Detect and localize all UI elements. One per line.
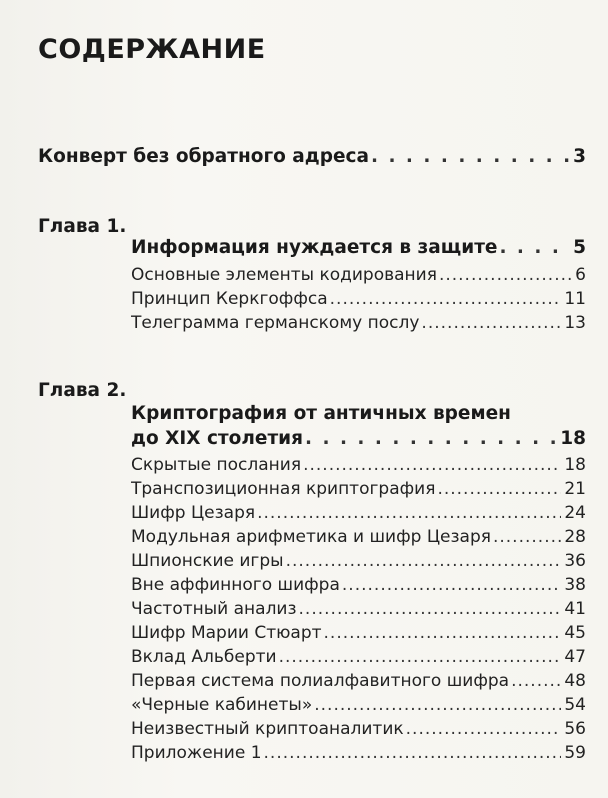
toc-entry-title: до XIX столетия (131, 428, 304, 449)
toc-entry-page: 38 (564, 575, 586, 595)
toc-entry-title: Телеграмма германскому послу (131, 313, 420, 333)
dot-leader (421, 313, 561, 333)
toc-entry-title: Вклад Альберти (131, 647, 277, 667)
toc-entry-title: Шифр Марии Стюарт (131, 623, 322, 643)
dot-leader (286, 551, 562, 571)
toc-entry-page: 21 (564, 479, 586, 499)
toc-entry-page: 56 (564, 719, 586, 739)
dot-leader (437, 479, 561, 499)
toc-entry (131, 265, 586, 285)
toc-entry (131, 743, 586, 763)
toc-entry-title: «Черные кабинеты» (131, 695, 313, 715)
toc-entry-title: Частотный анализ (131, 599, 297, 619)
toc-entry-preface (38, 146, 586, 167)
toc-entry (131, 479, 586, 499)
dot-leader (257, 503, 561, 523)
toc-entry-page: 6 (575, 265, 586, 285)
dot-leader (299, 599, 562, 619)
toc-entry-page: 28 (564, 527, 586, 547)
page-title: СОДЕРЖАНИЕ (38, 34, 266, 65)
toc-entry-title: Приложение 1 (131, 743, 262, 763)
toc-entry-page: 45 (564, 623, 586, 643)
toc-entry-page: 59 (564, 743, 586, 763)
toc-entry (131, 503, 586, 523)
toc-entry-page: 36 (564, 551, 586, 571)
toc-entry-page: 18 (564, 455, 586, 475)
toc-entry-title: Шифр Цезаря (131, 503, 256, 523)
toc-entry-page: 24 (564, 503, 586, 523)
toc-entry-title: Вне аффинного шифра (131, 575, 340, 595)
dot-leader (499, 237, 570, 258)
toc-entry-chapter-2 (131, 428, 586, 449)
dot-leader (324, 623, 562, 643)
toc-entry (131, 647, 586, 667)
chapter-2-label: Глава 2. (38, 380, 127, 401)
toc-entry (131, 455, 586, 475)
chapter-2-title-line-1: Криптография от античных времен (131, 403, 511, 424)
toc-entry-title: Первая система полиалфавитного шифра (131, 671, 510, 691)
toc-entry-page: 18 (560, 428, 586, 449)
dot-leader (314, 695, 561, 715)
toc-entry-title: Конверт без обратного адреса (38, 146, 369, 167)
toc-entry-title: Информация нуждается в защите (131, 237, 498, 258)
toc-entry (131, 551, 586, 571)
toc-entry (131, 671, 586, 691)
toc-entry (131, 719, 586, 739)
toc-entry-title: Неизвестный криптоаналитик (131, 719, 404, 739)
dot-leader (342, 575, 561, 595)
toc-entry-page: 3 (573, 146, 586, 167)
toc-entry-title: Основные элементы кодирования (131, 265, 437, 285)
toc-entry (131, 313, 586, 333)
toc-entry-title: Скрытые послания (131, 455, 302, 475)
toc-entry-page: 13 (564, 313, 586, 333)
toc-entry-chapter-1 (131, 237, 586, 258)
dot-leader (330, 289, 562, 309)
toc-entry-page: 5 (573, 237, 586, 258)
dot-leader (406, 719, 562, 739)
toc-entry (131, 575, 586, 595)
toc-entry-page: 41 (564, 599, 586, 619)
toc-entry (131, 599, 586, 619)
toc-entry-title: Модульная арифметика и шифр Цезаря (131, 527, 491, 547)
toc-entry-title: Принцип Керкгоффса (131, 289, 328, 309)
toc-entry-page: 54 (564, 695, 586, 715)
dot-leader (493, 527, 561, 547)
toc-entry (131, 695, 586, 715)
toc-entry (131, 623, 586, 643)
dot-leader (371, 146, 570, 167)
toc-entry-title: Шпионские игры (131, 551, 284, 571)
dot-leader (264, 743, 562, 763)
toc-entry-page: 47 (564, 647, 586, 667)
chapter-1-label: Глава 1. (38, 216, 127, 237)
dot-leader (439, 265, 572, 285)
toc-entry-page: 48 (564, 671, 586, 691)
dot-leader (279, 647, 562, 667)
dot-leader (305, 428, 557, 449)
dot-leader (511, 671, 561, 691)
dot-leader (303, 455, 561, 475)
toc-entry-title: Транспозиционная криптография (131, 479, 436, 499)
toc-entry-page: 11 (564, 289, 586, 309)
toc-entry (131, 527, 586, 547)
toc-entry (131, 289, 586, 309)
